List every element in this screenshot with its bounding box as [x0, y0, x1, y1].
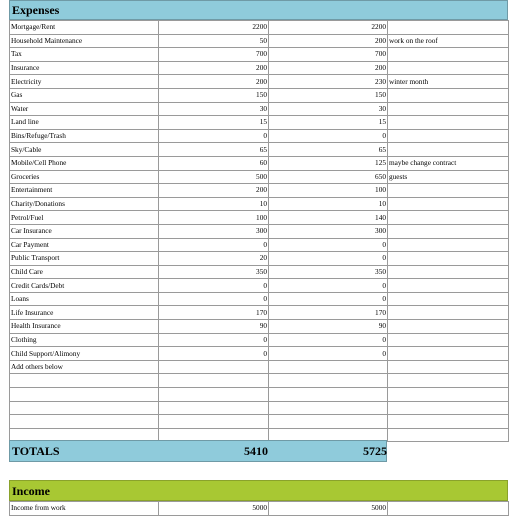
expense-row — [10, 306, 509, 320]
expense-note-cell[interactable] — [388, 224, 509, 238]
expense-note-cell[interactable] — [388, 48, 509, 62]
expense-row — [10, 224, 509, 238]
expense-actual-cell[interactable]: 65 — [269, 143, 388, 157]
totals-budget-cell[interactable]: 5410 — [244, 444, 268, 458]
expense-actual-cell[interactable]: 0 — [269, 279, 388, 293]
expense-label-cell[interactable]: Gas — [10, 88, 159, 102]
expense-label-cell[interactable]: Household Maintenance — [10, 34, 159, 48]
expense-budget-cell[interactable] — [159, 360, 269, 374]
expense-row — [10, 401, 509, 415]
expense-row — [10, 374, 509, 388]
totals-label[interactable]: TOTALS — [12, 444, 60, 458]
income-actual-cell[interactable]: 5000 — [269, 502, 388, 516]
expense-budget-cell[interactable]: 0 — [159, 238, 269, 252]
expense-budget-cell[interactable]: 2200 — [159, 21, 269, 35]
expense-budget-cell[interactable] — [159, 415, 269, 429]
expense-budget-cell[interactable]: 150 — [159, 88, 269, 102]
expense-label-cell[interactable]: Car Payment — [10, 238, 159, 252]
expense-note-cell[interactable] — [388, 415, 509, 429]
expense-actual-cell[interactable]: 0 — [269, 333, 388, 347]
expense-note-cell[interactable] — [388, 88, 509, 102]
expense-row — [10, 320, 509, 334]
expense-budget-cell[interactable]: 65 — [159, 143, 269, 157]
expense-label-cell[interactable]: Tax — [10, 48, 159, 62]
expense-budget-cell[interactable]: 0 — [159, 129, 269, 143]
expense-note-cell[interactable] — [388, 211, 509, 225]
expense-actual-cell[interactable]: 125 — [269, 156, 388, 170]
expense-row — [10, 388, 509, 402]
expense-note-cell[interactable] — [388, 265, 509, 279]
expense-note-cell[interactable] — [388, 102, 509, 116]
expense-budget-cell[interactable]: 60 — [159, 156, 269, 170]
expense-budget-cell[interactable]: 700 — [159, 48, 269, 62]
expense-actual-cell[interactable]: 200 — [269, 34, 388, 48]
expense-label-cell[interactable]: Car Insurance — [10, 224, 159, 238]
expense-actual-cell[interactable]: 0 — [269, 347, 388, 361]
expense-budget-cell[interactable]: 350 — [159, 265, 269, 279]
expense-note-cell[interactable] — [388, 360, 509, 374]
expense-note-cell[interactable] — [388, 21, 509, 35]
expense-budget-cell[interactable]: 0 — [159, 279, 269, 293]
expense-actual-cell[interactable]: 230 — [269, 75, 388, 89]
expense-note-cell[interactable] — [388, 347, 509, 361]
expense-label-cell[interactable]: Insurance — [10, 61, 159, 75]
expense-row — [10, 48, 509, 62]
expense-row — [10, 143, 509, 157]
expense-row — [10, 252, 509, 266]
expense-note-cell[interactable] — [388, 184, 509, 198]
expense-row — [10, 116, 509, 130]
income-table — [9, 501, 509, 516]
expense-label-cell[interactable] — [10, 374, 159, 388]
expense-label-cell[interactable]: Clothing — [10, 333, 159, 347]
expense-budget-cell[interactable]: 20 — [159, 252, 269, 266]
expense-row — [10, 184, 509, 198]
expense-row — [10, 156, 509, 170]
expense-actual-cell[interactable]: 0 — [269, 252, 388, 266]
expense-budget-cell[interactable]: 0 — [159, 333, 269, 347]
expense-actual-cell[interactable] — [269, 401, 388, 415]
expense-note-cell[interactable] — [388, 197, 509, 211]
expense-label-cell[interactable]: Loans — [10, 292, 159, 306]
expense-note-cell[interactable]: guests — [388, 170, 509, 184]
expense-note-cell[interactable] — [388, 388, 509, 402]
income-section-header[interactable]: Income — [9, 480, 508, 501]
expense-row — [10, 61, 509, 75]
expense-actual-cell[interactable]: 700 — [269, 48, 388, 62]
expense-budget-cell[interactable]: 100 — [159, 211, 269, 225]
expense-row — [10, 21, 509, 35]
expense-row — [10, 197, 509, 211]
expense-actual-cell[interactable] — [269, 388, 388, 402]
expense-actual-cell[interactable]: 350 — [269, 265, 388, 279]
expense-actual-cell[interactable]: 0 — [269, 129, 388, 143]
expense-label-cell[interactable]: Sky/Cable — [10, 143, 159, 157]
expense-budget-cell[interactable]: 15 — [159, 116, 269, 130]
expense-budget-cell[interactable]: 10 — [159, 197, 269, 211]
expense-label-cell[interactable]: Child Care — [10, 265, 159, 279]
expense-row — [10, 415, 509, 429]
expense-label-cell[interactable]: Credit Cards/Debt — [10, 279, 159, 293]
expense-label-cell[interactable]: Charity/Donations — [10, 197, 159, 211]
expense-actual-cell[interactable] — [269, 360, 388, 374]
expense-actual-cell[interactable]: 100 — [269, 184, 388, 198]
expense-note-cell[interactable] — [388, 143, 509, 157]
expense-note-cell[interactable] — [388, 252, 509, 266]
expense-row — [10, 34, 509, 48]
expense-actual-cell[interactable]: 0 — [269, 238, 388, 252]
expense-actual-cell[interactable]: 300 — [269, 224, 388, 238]
expense-row — [10, 75, 509, 89]
expense-label-cell[interactable]: Add others below — [10, 360, 159, 374]
expense-note-cell[interactable] — [388, 428, 509, 442]
expense-actual-cell[interactable]: 170 — [269, 306, 388, 320]
expense-label-cell[interactable]: Mortgage/Rent — [10, 21, 159, 35]
expense-note-cell[interactable] — [388, 374, 509, 388]
expense-actual-cell[interactable]: 10 — [269, 197, 388, 211]
income-note-cell[interactable] — [388, 502, 509, 516]
expense-note-cell[interactable] — [388, 61, 509, 75]
expense-budget-cell[interactable]: 200 — [159, 75, 269, 89]
expenses-section-header[interactable]: Expenses — [9, 0, 508, 20]
expense-budget-cell[interactable]: 0 — [159, 347, 269, 361]
expense-label-cell[interactable]: Entertainment — [10, 184, 159, 198]
expense-actual-cell[interactable]: 200 — [269, 61, 388, 75]
expense-note-cell[interactable]: work on the roof — [388, 34, 509, 48]
expense-note-cell[interactable] — [388, 401, 509, 415]
expense-label-cell[interactable]: Bins/Refuge/Trash — [10, 129, 159, 143]
income-label-cell[interactable]: Income from work — [10, 502, 159, 516]
expense-row — [10, 279, 509, 293]
expense-budget-cell[interactable]: 50 — [159, 34, 269, 48]
expense-budget-cell[interactable]: 170 — [159, 306, 269, 320]
income-budget-cell[interactable]: 5000 — [159, 502, 269, 516]
expense-actual-cell[interactable] — [269, 415, 388, 429]
expense-note-cell[interactable] — [388, 333, 509, 347]
expense-row — [10, 347, 509, 361]
expense-note-cell[interactable] — [388, 292, 509, 306]
expense-row — [10, 360, 509, 374]
expense-actual-cell[interactable]: 15 — [269, 116, 388, 130]
expense-budget-cell[interactable]: 90 — [159, 320, 269, 334]
expense-budget-cell[interactable]: 200 — [159, 61, 269, 75]
expense-note-cell[interactable] — [388, 129, 509, 143]
expense-note-cell[interactable]: maybe change contract — [388, 156, 509, 170]
expense-row — [10, 265, 509, 279]
expense-actual-cell[interactable] — [269, 374, 388, 388]
expense-budget-cell[interactable]: 0 — [159, 292, 269, 306]
expense-note-cell[interactable] — [388, 116, 509, 130]
expense-label-cell[interactable] — [10, 388, 159, 402]
expense-note-cell[interactable] — [388, 238, 509, 252]
income-row — [10, 502, 509, 516]
expense-budget-cell[interactable] — [159, 388, 269, 402]
expense-row — [10, 88, 509, 102]
expense-note-cell[interactable]: winter month — [388, 75, 509, 89]
expense-label-cell[interactable]: Petrol/Fuel — [10, 211, 159, 225]
expense-row — [10, 238, 509, 252]
expense-budget-cell[interactable]: 500 — [159, 170, 269, 184]
expense-note-cell[interactable] — [388, 320, 509, 334]
expense-actual-cell[interactable]: 0 — [269, 292, 388, 306]
totals-actual-cell[interactable]: 5725 — [363, 444, 387, 458]
totals-row — [9, 440, 387, 462]
expense-note-cell[interactable] — [388, 279, 509, 293]
expense-budget-cell[interactable]: 300 — [159, 224, 269, 238]
expense-row — [10, 333, 509, 347]
expense-label-cell[interactable] — [10, 415, 159, 429]
expense-label-cell[interactable]: Public Transport — [10, 252, 159, 266]
expense-budget-cell[interactable]: 200 — [159, 184, 269, 198]
expense-actual-cell[interactable]: 2200 — [269, 21, 388, 35]
expense-row — [10, 170, 509, 184]
expense-label-cell[interactable]: Groceries — [10, 170, 159, 184]
expense-actual-cell[interactable]: 150 — [269, 88, 388, 102]
expense-label-cell[interactable]: Life Insurance — [10, 306, 159, 320]
expenses-table — [9, 20, 509, 442]
expense-budget-cell[interactable] — [159, 401, 269, 415]
expense-note-cell[interactable] — [388, 306, 509, 320]
expense-label-cell[interactable]: Health Insurance — [10, 320, 159, 334]
expense-row — [10, 211, 509, 225]
expense-row — [10, 129, 509, 143]
expense-actual-cell[interactable]: 650 — [269, 170, 388, 184]
expense-label-cell[interactable] — [10, 401, 159, 415]
expense-actual-cell[interactable]: 90 — [269, 320, 388, 334]
expense-label-cell[interactable]: Water — [10, 102, 159, 116]
expense-actual-cell[interactable]: 30 — [269, 102, 388, 116]
expense-budget-cell[interactable] — [159, 374, 269, 388]
expense-actual-cell[interactable]: 140 — [269, 211, 388, 225]
expense-label-cell[interactable]: Land line — [10, 116, 159, 130]
expense-label-cell[interactable]: Electricity — [10, 75, 159, 89]
expense-label-cell[interactable]: Child Support/Alimony — [10, 347, 159, 361]
expense-row — [10, 292, 509, 306]
expense-budget-cell[interactable]: 30 — [159, 102, 269, 116]
expense-row — [10, 102, 509, 116]
expense-label-cell[interactable]: Mobile/Cell Phone — [10, 156, 159, 170]
